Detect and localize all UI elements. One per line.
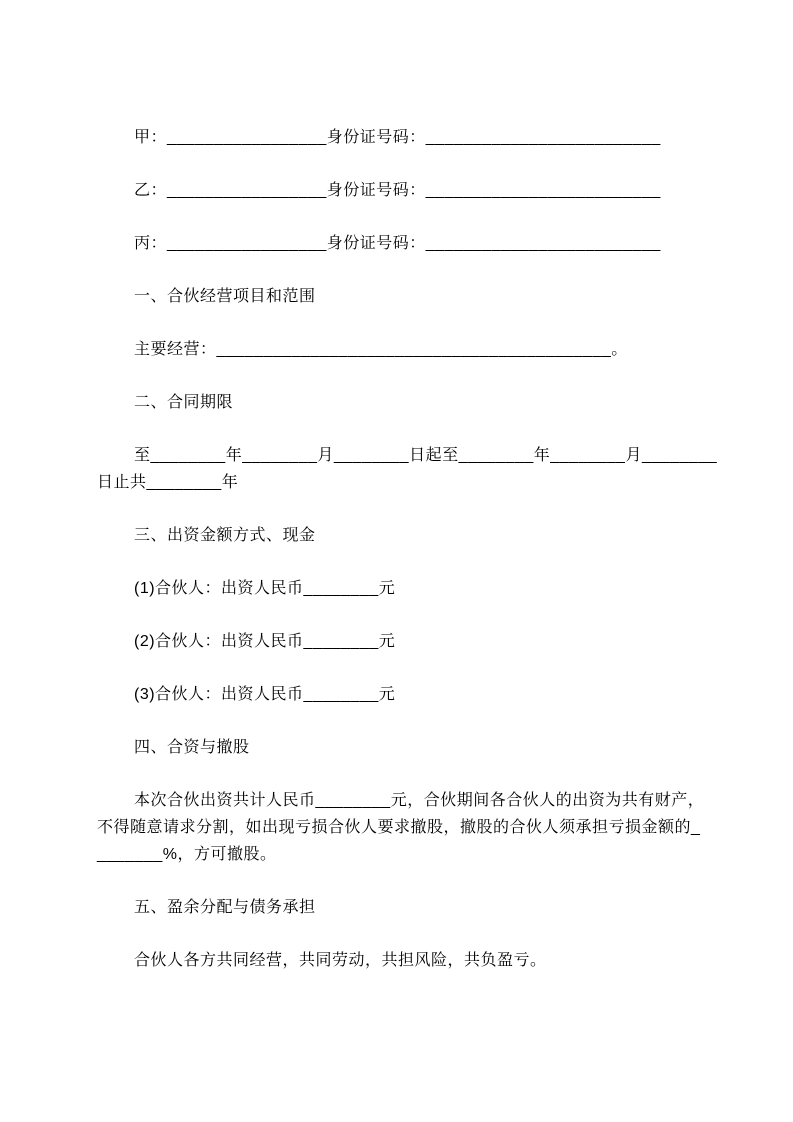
- partner-3-contribution: [97, 681, 700, 708]
- term-dates-paragraph: [97, 442, 718, 496]
- term-dates-line-1: 至________年________月________日起至________年________月________: [134, 447, 718, 464]
- main-business-text: 主要经营：__________________________________________。: [134, 341, 628, 358]
- partner-1-contribution-text: (1)合伙人：出资人民币________元: [134, 580, 396, 597]
- section-5-heading-text: 五、盈余分配与债务承担: [134, 899, 316, 916]
- section-5-heading: [97, 894, 700, 921]
- main-business-line: [97, 336, 700, 363]
- joint-capital-line-3: _______%，方可撤股。: [97, 846, 277, 863]
- partner-2-contribution: [97, 628, 700, 655]
- party-a-line: [97, 124, 700, 151]
- party-a-text: 甲：_________________身份证号码：_________________________: [134, 129, 661, 146]
- section-1-heading-text: 一、合伙经营项目和范围: [134, 288, 316, 305]
- joint-capital-line-1: 本次合伙出资共计人民币________元，合伙期间各合伙人的出资为共有财产，: [134, 792, 705, 809]
- party-c-text: 丙：_________________身份证号码：_________________________: [134, 235, 661, 252]
- section-1-heading: [97, 283, 700, 310]
- term-dates-line-2: 日止共________年: [97, 474, 239, 491]
- section-4-heading: [97, 734, 700, 761]
- section-4-heading-text: 四、合资与撤股: [134, 739, 250, 756]
- section-2-heading-text: 二、合同期限: [134, 394, 234, 411]
- joint-capital-paragraph: [97, 787, 705, 868]
- section-3-heading-text: 三、出资金额方式、现金: [134, 527, 316, 544]
- profit-sharing-line: [97, 947, 700, 974]
- section-2-heading: [97, 389, 700, 416]
- party-b-text: 乙：_________________身份证号码：_________________________: [134, 182, 661, 199]
- partner-3-contribution-text: (3)合伙人：出资人民币________元: [134, 686, 396, 703]
- joint-capital-line-2: 不得随意请求分割，如出现亏损合伙人要求撤股，撤股的合伙人须承担亏损金额的_: [97, 819, 701, 836]
- party-c-line: [97, 230, 700, 257]
- party-b-line: [97, 177, 700, 204]
- profit-sharing-text: 合伙人各方共同经营，共同劳动，共担风险，共负盈亏。: [134, 952, 547, 969]
- section-3-heading: [97, 522, 700, 549]
- partner-2-contribution-text: (2)合伙人：出资人民币________元: [134, 633, 396, 650]
- partner-1-contribution: [97, 575, 700, 602]
